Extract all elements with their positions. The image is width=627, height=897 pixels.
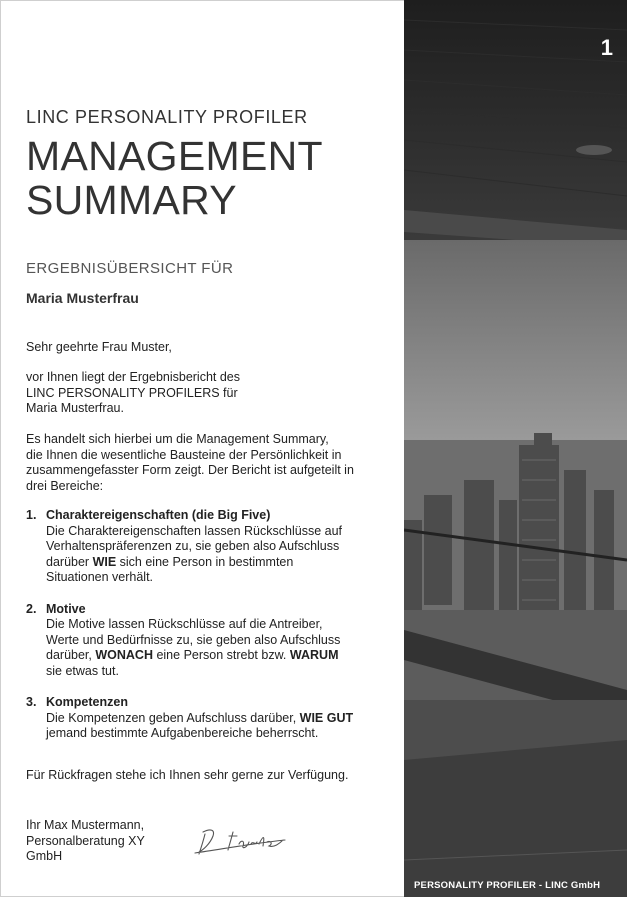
list-item-line: Verhaltenspräferenzen zu, sie geben also Aufschluss (46, 539, 340, 553)
list-item-line: Situationen verhält. (46, 570, 154, 584)
results-subheading: ERGEBNISÜBERSICHT FÜR (26, 260, 234, 277)
list-item-number: 1. (26, 508, 37, 522)
list-item-line (46, 648, 386, 664)
text-segment: sich eine Person in bestimmten (116, 554, 294, 569)
list-item-heading: Motive (46, 601, 86, 616)
list-item-line: Werte und Bedürfnisse zu, sie geben also Aufschluss (46, 632, 341, 647)
handwritten-signature (193, 822, 289, 858)
recipient-name: Maria Musterfrau (26, 290, 139, 306)
list-item-line: Die Charaktereigenschaften lassen Rückschlüsse auf (46, 523, 342, 538)
summary-line: drei Bereiche: (26, 478, 104, 493)
page-title (26, 134, 323, 222)
text-segment: eine Person strebt bzw. (152, 648, 290, 662)
summary-line: die Ihnen die wesentliche Bausteine der Persönlichkeit in (26, 447, 342, 462)
product-name: LINC PERSONALITY PROFILER (26, 107, 308, 127)
intro-paragraph (26, 370, 326, 417)
signoff-line: Ihr Max Mustermann, (26, 818, 145, 832)
list-item-heading: Kompetenzen (46, 695, 128, 709)
emphasis-wie: WIE (92, 554, 117, 569)
list-item-heading: Charaktereigenschaften (die Big Five) (46, 508, 271, 522)
list-item-motives (26, 602, 386, 680)
text-segment: darüber, (46, 648, 96, 662)
list-item-line: Die Motive lassen Rückschlüsse auf die Antreiber, (46, 617, 323, 631)
summary-line: zusammengefasster Form zeigt. Der Bericht ist aufgeteilt in (26, 463, 354, 477)
summary-paragraph (26, 432, 376, 494)
report-sections-list (26, 508, 386, 758)
list-item-number: 2. (26, 601, 37, 616)
list-item-line: jemand bestimmte Aufgabenbereiche beherrscht. (46, 726, 319, 740)
list-item-character-traits (26, 508, 386, 586)
page-number: 1 (600, 35, 613, 60)
emphasis-wie-gut: WIE GUT (299, 710, 354, 725)
list-item-line: sie etwas tut. (46, 663, 119, 678)
list-item-line (46, 555, 386, 571)
text-segment: Die Kompetenzen geben Aufschluss darüber, (46, 710, 300, 725)
list-item-number: 3. (26, 695, 37, 709)
signoff-line: Personalberatung XY (26, 833, 145, 848)
emphasis-warum: WARUM (289, 648, 339, 662)
emphasis-wonach: WONACH (95, 648, 153, 662)
summary-line: Es handelt sich hierbei um die Management Summary, (26, 432, 329, 446)
text-segment: darüber (46, 554, 93, 569)
title-line-1: MANAGEMENT (26, 133, 323, 179)
intro-line: vor Ihnen liegt der Ergebnisbericht des (26, 370, 241, 384)
closing-sentence: Für Rückfragen stehe ich Ihnen sehr gerne zur Verfügung. (26, 768, 349, 782)
city-skyline-photo (404, 0, 627, 897)
salutation: Sehr geehrte Frau Muster, (26, 340, 172, 354)
footer-label: PERSONALITY PROFILER - LINC GmbH (414, 880, 601, 891)
list-item-line (46, 711, 386, 727)
intro-line: Maria Musterfrau. (26, 401, 124, 415)
cover-photo (404, 0, 627, 897)
intro-line: LINC PERSONALITY PROFILERS für (26, 385, 238, 400)
title-line-2: SUMMARY (26, 177, 237, 223)
signoff (26, 818, 166, 865)
list-item-competencies (26, 695, 386, 742)
signoff-line: GmbH (26, 849, 63, 863)
